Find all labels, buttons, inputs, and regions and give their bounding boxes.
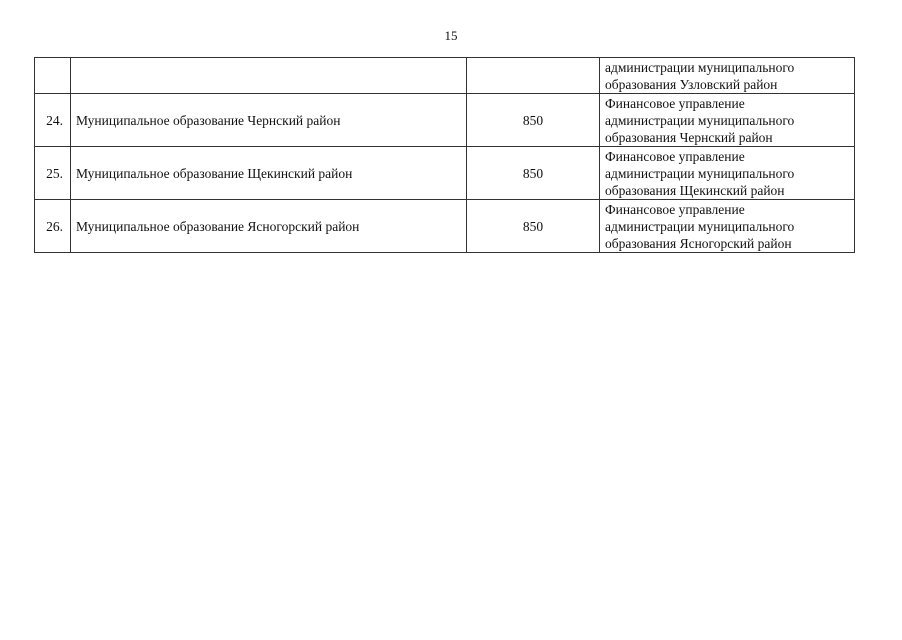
row-code: 850 [467, 200, 600, 253]
page-number: 15 [444, 28, 458, 43]
org-line: образования Узловский район [605, 77, 778, 92]
org-line: образования Ясногорский район [605, 236, 792, 251]
row-number: 24. [35, 94, 71, 147]
org-line: образования Чернский район [605, 130, 773, 145]
org-line: Финансовое управление [605, 202, 745, 217]
row-number: 25. [35, 147, 71, 200]
row-organization [600, 200, 855, 253]
org-line: Финансовое управление [605, 96, 745, 111]
org-line: администрации муниципального [605, 219, 795, 234]
row-code: 850 [467, 147, 600, 200]
row-organization [600, 94, 855, 147]
org-line: администрации муниципального [605, 166, 795, 181]
org-line: Финансовое управление [605, 149, 745, 164]
row-name: Муниципальное образование Щекинский район [71, 147, 467, 200]
row-code: 850 [467, 94, 600, 147]
row-name: Муниципальное образование Ясногорский район [71, 200, 467, 253]
org-line: администрации муниципального [605, 60, 795, 75]
table-row-continuation [35, 58, 855, 94]
row-number [35, 58, 71, 94]
row-code [467, 58, 600, 94]
municipal-table [34, 57, 855, 253]
row-organization [600, 147, 855, 200]
org-line: администрации муниципального [605, 113, 795, 128]
table-row [35, 94, 855, 147]
table-row [35, 200, 855, 253]
row-organization [600, 58, 855, 94]
table-row [35, 147, 855, 200]
org-line: образования Щекинский район [605, 183, 785, 198]
row-number: 26. [35, 200, 71, 253]
row-name [71, 58, 467, 94]
row-name: Муниципальное образование Чернский район [71, 94, 467, 147]
